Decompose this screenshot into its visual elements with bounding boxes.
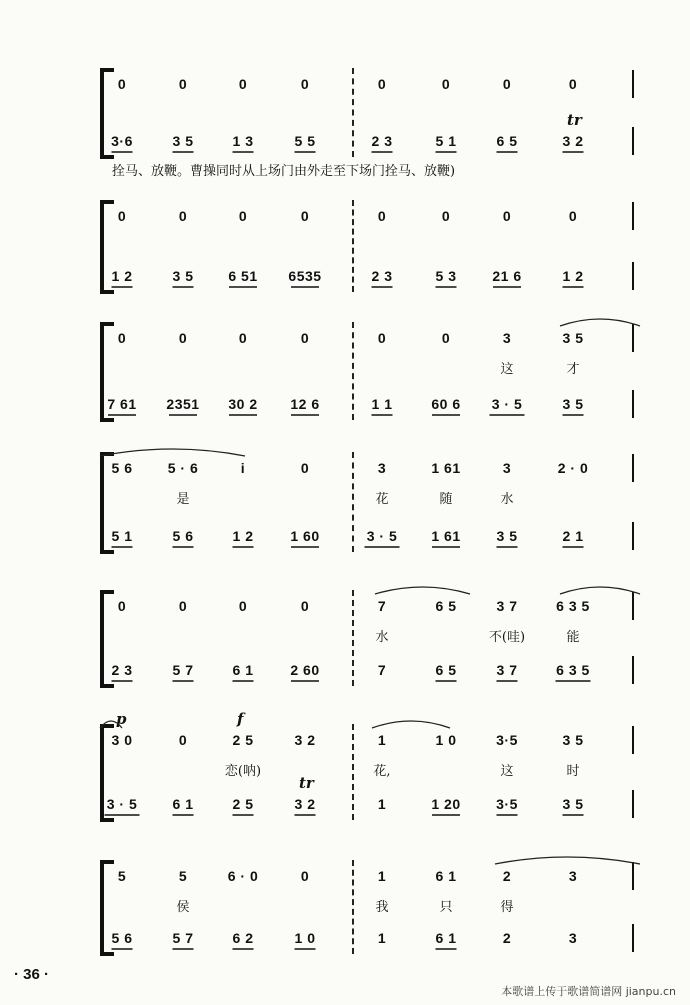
system-bracket — [100, 860, 104, 954]
system-bracket-bottom — [100, 684, 114, 688]
upper-note: 0 — [568, 76, 578, 92]
lower-note: 5 1 — [435, 133, 457, 149]
upper-note: 3 7 — [496, 598, 518, 614]
upper-note: 0 — [441, 76, 451, 92]
upper-note: 0 — [568, 208, 578, 224]
upper-note: 0 — [502, 208, 512, 224]
system-bracket — [100, 590, 104, 686]
lyric-syllable: 这 — [500, 362, 514, 377]
upper-note: 0 — [502, 76, 512, 92]
lower-note: 6 1 — [172, 796, 194, 812]
lower-note: 6 1 — [435, 930, 457, 946]
upper-note: 6 5 — [435, 598, 457, 614]
barline-end — [632, 522, 634, 550]
lyric-syllable: 恋(呐) — [224, 764, 262, 779]
lower-note: 2 3 — [111, 662, 133, 678]
lower-note: 3 — [568, 930, 578, 946]
lyric-syllable: 花 — [375, 492, 389, 507]
barline-dashed — [352, 200, 354, 292]
upper-note: 0 — [300, 208, 310, 224]
lyric-syllable: 不(哇) — [488, 630, 526, 645]
system-bracket — [100, 68, 104, 157]
system-bracket-bottom — [100, 952, 114, 956]
lower-note: 30 2 — [228, 396, 258, 412]
upper-note: 0 — [117, 76, 127, 92]
lower-note: 1 61 — [431, 528, 461, 544]
barline-dashed — [352, 724, 354, 820]
lower-note: 1 60 — [290, 528, 320, 544]
upper-note: 1 61 — [431, 460, 461, 476]
upper-note: 0 — [300, 330, 310, 346]
barline-dashed — [352, 590, 354, 686]
upper-note: 0 — [377, 76, 387, 92]
upper-note: 0 — [300, 598, 310, 614]
barline-end — [632, 862, 634, 890]
system-bracket — [100, 200, 104, 292]
barline-dashed — [352, 452, 354, 552]
lower-note: 7 — [377, 662, 387, 678]
lyric-syllable: 是 — [176, 492, 190, 507]
lower-note: 2 1 — [562, 528, 584, 544]
dynamic-mark: tr — [567, 111, 582, 129]
upper-note: 0 — [117, 598, 127, 614]
barline-end — [632, 790, 634, 818]
upper-note: 0 — [238, 76, 248, 92]
upper-note: 6 · 0 — [227, 868, 259, 884]
lower-note: 12 6 — [290, 396, 320, 412]
upper-note: 7 — [377, 598, 387, 614]
upper-note: 0 — [300, 868, 310, 884]
dynamic-mark: f — [237, 710, 244, 728]
upper-note: 0 — [441, 330, 451, 346]
upper-note: 3 5 — [562, 732, 584, 748]
upper-note: 0 — [300, 460, 310, 476]
upper-note: i — [240, 460, 246, 476]
lower-note: 2 3 — [371, 133, 393, 149]
lyric-syllable: 花, — [373, 764, 391, 779]
lower-note: 5 3 — [435, 268, 457, 284]
lower-note: 1 1 — [371, 396, 393, 412]
upper-note: 3 2 — [294, 732, 316, 748]
lower-note: 5 5 — [294, 133, 316, 149]
upper-note: 0 — [178, 208, 188, 224]
upper-note: 1 — [377, 868, 387, 884]
lower-note: 3 · 5 — [491, 396, 523, 412]
lower-note: 60 6 — [431, 396, 461, 412]
lower-note: 1 3 — [232, 133, 254, 149]
stage-direction: 拴马、放鞭。曹操同时从上场门由外走至下场门拴马、放鞭) — [112, 164, 456, 179]
upper-note: 0 — [117, 330, 127, 346]
lower-note: 3 5 — [496, 528, 518, 544]
lyric-syllable: 水 — [375, 630, 389, 645]
upper-note: 2 5 — [232, 732, 254, 748]
lower-note: 6 1 — [232, 662, 254, 678]
lyric-syllable: 随 — [439, 492, 453, 507]
upper-note: 3 0 — [111, 732, 133, 748]
lyric-syllable: 才 — [566, 362, 580, 377]
barline-end — [632, 726, 634, 754]
lower-note: 1 — [377, 796, 387, 812]
upper-note: 5 — [117, 868, 127, 884]
barline-end — [632, 324, 634, 352]
upper-note: 3 — [502, 460, 512, 476]
dynamic-mark: tr — [299, 774, 314, 792]
lower-note: 1 2 — [562, 268, 584, 284]
barline-dashed — [352, 322, 354, 420]
lower-note: 3·5 — [496, 796, 518, 812]
lyric-syllable: 我 — [375, 900, 389, 915]
upper-note: 0 — [117, 208, 127, 224]
system-bracket-bottom — [100, 418, 114, 422]
upper-note: 1 — [377, 732, 387, 748]
upper-note: 0 — [441, 208, 451, 224]
upper-note: 0 — [377, 208, 387, 224]
lower-note: 3 · 5 — [106, 796, 138, 812]
lyric-syllable: 时 — [566, 764, 580, 779]
lower-note: 6 2 — [232, 930, 254, 946]
upper-note: 6 3 5 — [556, 598, 590, 614]
upper-note: 2 · 0 — [557, 460, 589, 476]
lower-note: 1 0 — [294, 930, 316, 946]
barline-dashed — [352, 68, 354, 157]
lower-note: 3 2 — [294, 796, 316, 812]
upper-note: 0 — [178, 330, 188, 346]
lower-note: 1 2 — [111, 268, 133, 284]
upper-note: 1 0 — [435, 732, 457, 748]
barline-end — [632, 202, 634, 230]
lower-note: 2 3 — [371, 268, 393, 284]
lyric-syllable: 能 — [566, 630, 580, 645]
upper-note: 5 6 — [111, 460, 133, 476]
lower-note: 1 20 — [431, 796, 461, 812]
upper-note: 0 — [238, 598, 248, 614]
barline-end — [632, 924, 634, 952]
lower-note: 6 51 — [228, 268, 258, 284]
upper-note: 0 — [178, 76, 188, 92]
upper-note: 3 — [377, 460, 387, 476]
lower-note: 3 5 — [172, 268, 194, 284]
lower-note: 3 7 — [496, 662, 518, 678]
barline-end — [632, 454, 634, 482]
system-bracket-bottom — [100, 818, 114, 822]
barline-end — [632, 262, 634, 290]
barline-end — [632, 70, 634, 98]
upper-note: 2 — [502, 868, 512, 884]
lower-note: 3 5 — [562, 396, 584, 412]
lyric-syllable: 只 — [439, 900, 453, 915]
lower-note: 2351 — [166, 396, 200, 412]
system-bracket-bottom — [100, 290, 114, 294]
lower-note: 2 60 — [290, 662, 320, 678]
lower-note: 1 — [377, 930, 387, 946]
lower-note: 6 3 5 — [556, 662, 590, 678]
barline-end — [632, 656, 634, 684]
barline-end — [632, 390, 634, 418]
upper-note: 3 5 — [562, 330, 584, 346]
lower-note: 3·6 — [111, 133, 133, 149]
lower-note: 3 2 — [562, 133, 584, 149]
barline-dashed — [352, 860, 354, 954]
system-bracket — [100, 724, 104, 820]
lower-note: 6535 — [288, 268, 322, 284]
upper-note: 0 — [178, 732, 188, 748]
lyric-syllable: 这 — [500, 764, 514, 779]
lower-note: 2 5 — [232, 796, 254, 812]
system-bracket — [100, 322, 104, 420]
lyric-syllable: 水 — [500, 492, 514, 507]
upper-note: 3 — [502, 330, 512, 346]
upper-note: 0 — [238, 208, 248, 224]
lower-note: 5 6 — [172, 528, 194, 544]
lower-note: 3 5 — [172, 133, 194, 149]
upper-note: 3·5 — [496, 732, 518, 748]
lower-note: 5 7 — [172, 662, 194, 678]
lower-note: 21 6 — [492, 268, 522, 284]
lower-note: 7 61 — [107, 396, 137, 412]
upper-note: 0 — [300, 76, 310, 92]
barline-end — [632, 592, 634, 620]
upper-note: 0 — [178, 598, 188, 614]
dynamic-mark: p — [116, 710, 127, 728]
lower-note: 5 1 — [111, 528, 133, 544]
lower-note: 3 5 — [562, 796, 584, 812]
upper-note: 3 — [568, 868, 578, 884]
upper-note: 5 · 6 — [167, 460, 199, 476]
watermark: 本歌谱上传于歌谱简谱网 jianpu.cn — [501, 985, 676, 998]
system-bracket — [100, 452, 104, 552]
lower-note: 6 5 — [435, 662, 457, 678]
system-bracket-bottom — [100, 550, 114, 554]
lyric-syllable: 侯 — [176, 900, 190, 915]
lower-note: 6 5 — [496, 133, 518, 149]
lower-note: 1 2 — [232, 528, 254, 544]
upper-note: 0 — [377, 330, 387, 346]
upper-note: 0 — [238, 330, 248, 346]
barline-end — [632, 127, 634, 155]
upper-note: 6 1 — [435, 868, 457, 884]
lower-note: 2 — [502, 930, 512, 946]
lower-note: 3 · 5 — [366, 528, 398, 544]
page-number: · 36 · — [14, 966, 50, 983]
lyric-syllable: 得 — [500, 900, 514, 915]
upper-note: 5 — [178, 868, 188, 884]
lower-note: 5 7 — [172, 930, 194, 946]
system-bracket-bottom — [100, 155, 114, 159]
lower-note: 5 6 — [111, 930, 133, 946]
